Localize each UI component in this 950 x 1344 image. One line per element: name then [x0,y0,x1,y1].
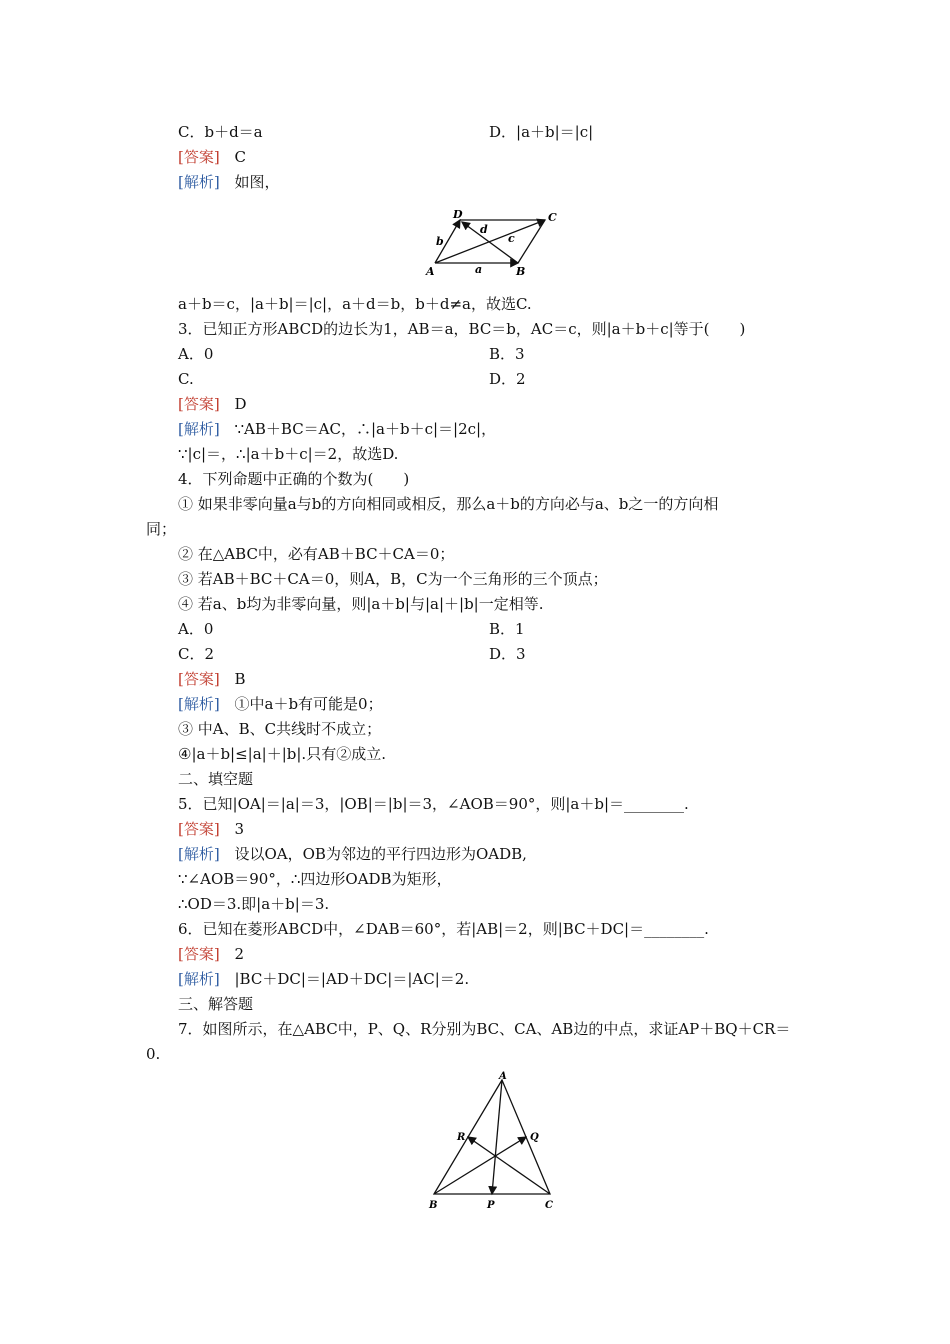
q3-option-c: C. [178,370,194,388]
answer-1 [178,147,246,167]
median-ap [492,1080,502,1194]
q4-option-d: D．3 [489,645,526,663]
answer-value: B [234,670,246,688]
explanation-1-line2: a＋b＝c，|a＋b|＝|c|，a＋d＝b，b＋d≠a，故选C. [178,295,532,313]
q4-statement-2: ② 在△ABC中，必有AB＋BC＋CA＝0； [178,545,455,563]
explanation-tag: [解析] [178,173,220,191]
label-b-vector: b [436,235,444,248]
answer-tag: [答案] [178,395,220,413]
section-fill-in: 二、填空题 [178,770,254,788]
answer-value: 3 [234,820,245,838]
answer-5 [178,819,244,839]
explanation-text: 如图， [234,173,280,191]
question-5: 5．已知|OA|＝|a|＝3，|OB|＝|b|＝3，∠AOB＝90°，则|a＋b|＝________. [178,795,689,813]
explanation-5-line2: ∵∠AOB＝90°，∴四边形OADB为矩形， [178,870,452,888]
explanation-text: ∵AB＋BC＝AC，∴|a＋b＋c|＝|2c|， [234,420,497,438]
explanation-5-line3: ∴OD＝3.即|a＋b|＝3. [178,895,330,913]
label-c-point: C [548,211,557,224]
label-d-vector: d [480,223,488,236]
explanation-4 [178,694,383,714]
answer-tag: [答案] [178,945,220,963]
q4-option-a: A．0 [178,620,214,638]
q3-option-d: D．2 [489,370,526,388]
label-a-vector: a [475,263,483,276]
explanation-text: |BC＋DC|＝|AD＋DC|＝|AC|＝2. [234,970,470,988]
q3-option-a: A．0 [178,345,214,363]
q4-option-c: C．2 [178,645,215,663]
explanation-4-line3: ④|a＋b|≤|a|＋|b|.只有②成立. [178,745,386,763]
label-a-point: A [426,265,435,278]
explanation-5 [178,844,527,864]
label-a: A [499,1071,507,1082]
explanation-1 [178,172,280,192]
q4-statement-3: ③ 若AB＋BC＋CA＝0，则A，B，C为一个三角形的三个顶点； [178,570,608,588]
q4-statement-1: ① 如果非零向量a与b的方向相同或相反，那么a＋b的方向必与a、b之一的方向相 [178,495,719,513]
q4-statement-1-cont: 同； [146,520,177,538]
question-3: 3．已知正方形ABCD的边长为1，AB＝a，BC＝b，AC＝c，则|a＋b＋c|等于( ) [178,320,746,338]
answer-value: C [234,148,246,166]
triangle-medians-figure [420,1070,570,1215]
explanation-4-line2: ③ 中A、B、C共线时不成立； [178,720,382,738]
option-d: D．|a＋b|＝|c| [489,123,594,141]
q4-option-b: B．1 [489,620,525,638]
explanation-tag: [解析] [178,845,220,863]
answer-6 [178,944,244,964]
explanation-3-line2: ∵|c|＝，∴|a＋b＋c|＝2，故选D. [178,445,399,463]
explanation-tag: [解析] [178,970,220,988]
explanation-3 [178,419,496,439]
question-6: 6．已知在菱形ABCD中，∠DAB＝60°，若|AB|＝2，则|BC＋DC|＝________. [178,920,709,938]
explanation-tag: [解析] [178,695,220,713]
option-c: C．b＋d＝a [178,123,263,141]
q4-statement-4: ④ 若a、b均为非零向量，则|a＋b|与|a|＋|b|一定相等. [178,595,544,613]
parallelogram-figure [420,205,570,283]
section-solve: 三、解答题 [178,995,254,1013]
explanation-6 [178,969,469,989]
answer-3 [178,394,247,414]
explanation-text: ①中a＋b有可能是0； [234,695,383,713]
label-b: B [429,1200,438,1211]
question-4: 4．下列命题中正确的个数为( ) [178,470,410,488]
explanation-tag: [解析] [178,420,220,438]
answer-value: 2 [234,945,245,963]
answer-value: D [234,395,247,413]
label-c: C [545,1200,553,1211]
question-7-cont: 0. [146,1045,161,1063]
label-r: R [457,1132,466,1143]
q3-option-b: B．3 [489,345,525,363]
answer-tag: [答案] [178,148,220,166]
side-bc [518,220,545,263]
answer-tag: [答案] [178,820,220,838]
label-p: P [487,1200,495,1211]
vector-c [435,220,545,263]
answer-tag: [答案] [178,670,220,688]
explanation-text: 设以OA，OB为邻边的平行四边形为OADB, [234,845,527,863]
label-b-point: B [516,265,526,278]
answer-4 [178,669,246,689]
question-7: 7．如图所示，在△ABC中，P、Q、R分别为BC、CA、AB边的中点，求证AP＋BQ＋CR＝ [178,1020,791,1038]
label-d-point: D [453,208,463,221]
label-c-vector: c [508,232,515,245]
label-q: Q [530,1132,539,1143]
